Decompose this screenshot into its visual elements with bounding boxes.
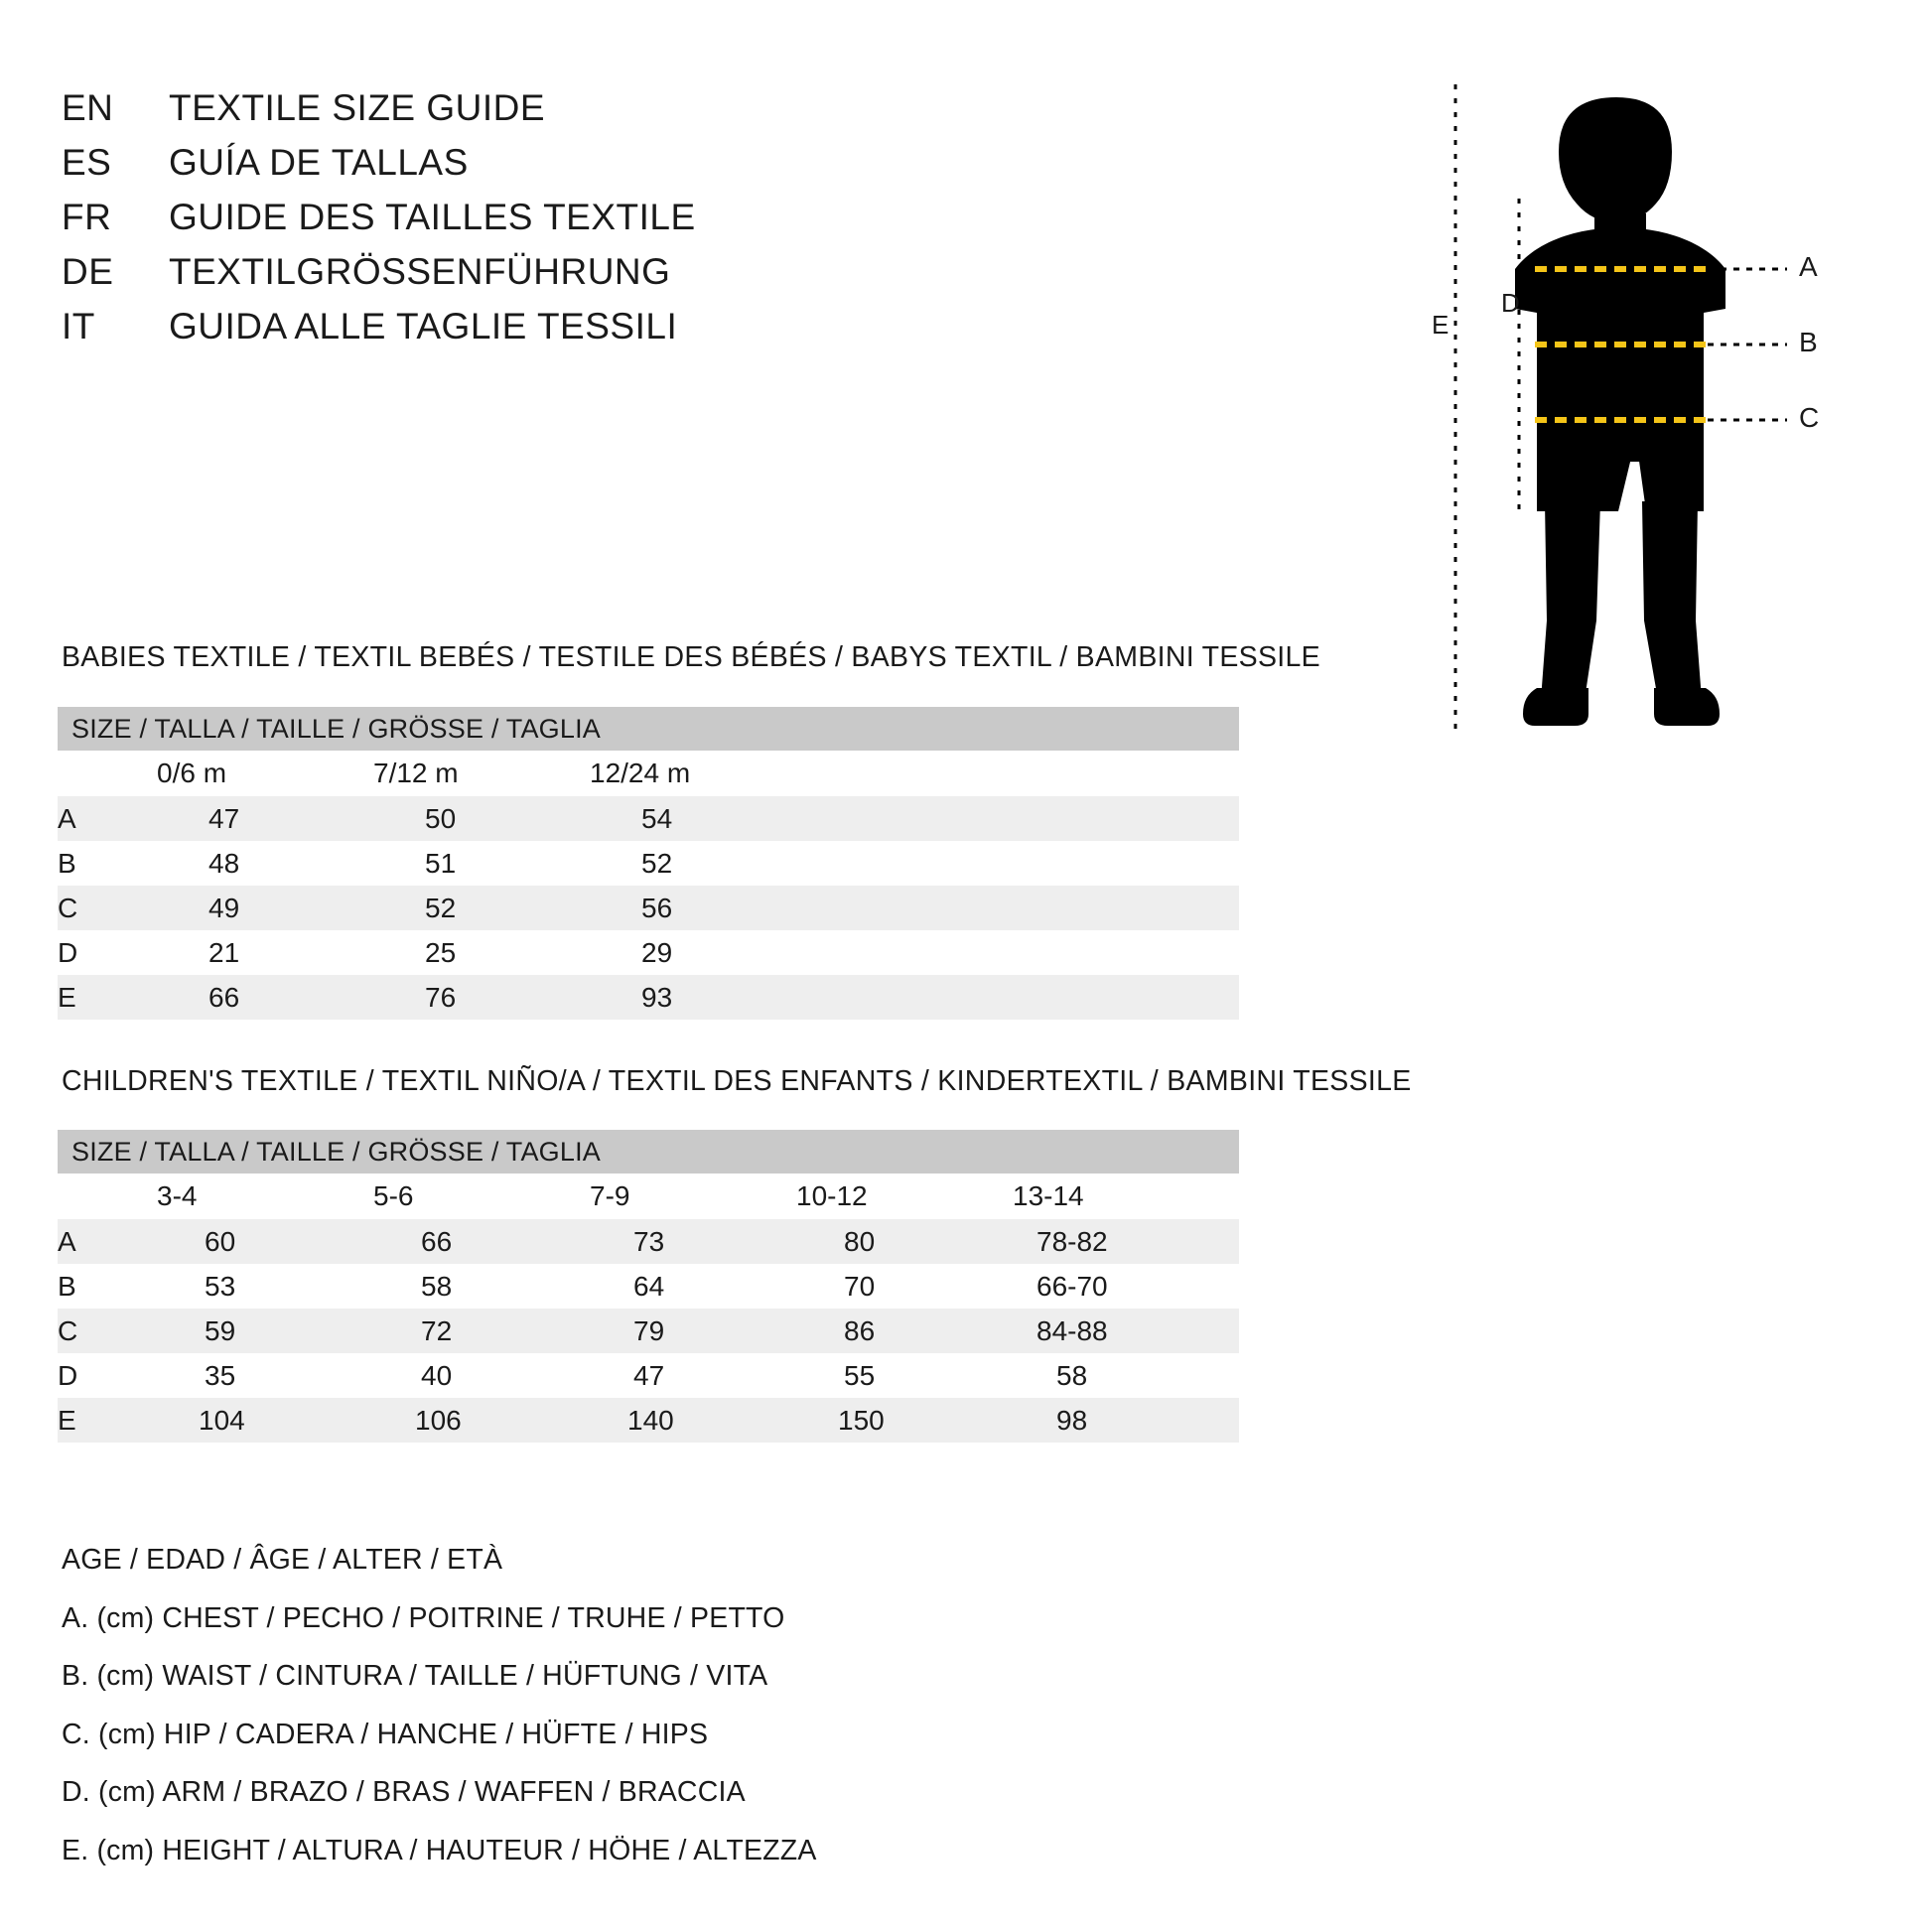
babies-e-1: 76 (373, 975, 590, 1020)
figure-label-e: E (1432, 310, 1449, 340)
babies-col-1: 7/12 m (373, 751, 590, 796)
children-b-2: 64 (590, 1264, 796, 1309)
children-row-label-b: B (58, 1264, 157, 1309)
babies-b-2: 52 (590, 841, 1239, 886)
babies-row-label-a: A (58, 796, 157, 841)
babies-d-2: 29 (590, 930, 1239, 975)
babies-d-0: 21 (157, 930, 373, 975)
babies-col-0: 0/6 m (157, 751, 373, 796)
figure-label-d: D (1501, 288, 1520, 318)
table-row (58, 1353, 1239, 1398)
children-c-2: 79 (590, 1309, 796, 1353)
title-lang-es: ES (62, 142, 112, 183)
children-c-1: 72 (373, 1309, 590, 1353)
children-col-4: 13-14 (1013, 1173, 1239, 1219)
babies-size-table (58, 707, 1239, 1020)
children-a-4: 78-82 (1013, 1219, 1239, 1264)
table-row (58, 796, 1239, 841)
babies-table-header: SIZE / TALLA / TAILLE / GRÖSSE / TAGLIA (58, 707, 1239, 751)
babies-corner-cell (58, 751, 157, 796)
children-e-4: 98 (1013, 1398, 1239, 1443)
title-block (62, 87, 1303, 360)
figure-label-c: C (1799, 402, 1820, 433)
table-row (58, 975, 1239, 1020)
babies-a-2: 54 (590, 796, 1239, 841)
title-lang-de: DE (62, 251, 114, 292)
babies-e-2: 93 (590, 975, 1239, 1020)
babies-row-label-c: C (58, 886, 157, 930)
children-row-label-e: E (58, 1398, 157, 1443)
children-d-2: 47 (590, 1353, 796, 1398)
children-column-row (58, 1173, 1239, 1219)
babies-b-1: 51 (373, 841, 590, 886)
children-a-2: 73 (590, 1219, 796, 1264)
children-e-2: 140 (590, 1398, 796, 1443)
table-row (58, 1309, 1239, 1353)
legend-hip: C. (cm) HIP / CADERA / HANCHE / HÜFTE / HIPS (62, 1718, 709, 1750)
babies-a-1: 50 (373, 796, 590, 841)
title-row-de (62, 251, 1303, 293)
children-col-0: 3-4 (157, 1173, 373, 1219)
babies-c-0: 49 (157, 886, 373, 930)
babies-e-0: 66 (157, 975, 373, 1020)
title-row-en (62, 87, 1303, 129)
children-table-header: SIZE / TALLA / TAILLE / GRÖSSE / TAGLIA (58, 1130, 1239, 1173)
children-c-4: 84-88 (1013, 1309, 1239, 1353)
children-c-3: 86 (796, 1309, 1013, 1353)
children-b-1: 58 (373, 1264, 590, 1309)
table-row (58, 930, 1239, 975)
figure-label-a: A (1799, 251, 1818, 282)
children-col-3: 10-12 (796, 1173, 1013, 1219)
title-row-it (62, 306, 1303, 347)
children-a-0: 60 (157, 1219, 373, 1264)
babies-row-label-e: E (58, 975, 157, 1020)
babies-table-header-row (58, 707, 1239, 751)
title-text-en: TEXTILE SIZE GUIDE (169, 87, 546, 128)
measurement-legend (62, 1544, 1352, 1892)
babies-row-label-b: B (58, 841, 157, 886)
legend-arm: D. (cm) ARM / BRAZO / BRAS / WAFFEN / BRACCIA (62, 1776, 746, 1808)
children-row-label-c: C (58, 1309, 157, 1353)
measurement-diagram (1410, 74, 1876, 769)
table-row (58, 841, 1239, 886)
table-row (58, 1398, 1239, 1443)
babies-section-heading: BABIES TEXTILE / TEXTIL BEBÉS / TESTILE DES BÉBÉS / BABYS TEXTIL / BAMBINI TESSILE (62, 641, 1320, 673)
legend-waist: B. (cm) WAIST / CINTURA / TAILLE / HÜFTUNG / VITA (62, 1660, 768, 1692)
babies-c-2: 56 (590, 886, 1239, 930)
legend-age: AGE / EDAD / ÂGE / ALTER / ETÀ (62, 1544, 503, 1576)
title-lang-it: IT (62, 306, 95, 346)
legend-height: E. (cm) HEIGHT / ALTURA / HAUTEUR / HÖHE / ALTEZZA (62, 1834, 817, 1866)
child-silhouette (1515, 97, 1725, 726)
title-row-fr (62, 197, 1303, 238)
children-section-heading: CHILDREN'S TEXTILE / TEXTIL NIÑO/A / TEXTIL DES ENFANTS / KINDERTEXTIL / BAMBINI TESSILE (62, 1065, 1412, 1097)
babies-a-0: 47 (157, 796, 373, 841)
legend-chest: A. (cm) CHEST / PECHO / POITRINE / TRUHE / PETTO (62, 1601, 785, 1634)
table-row (58, 1264, 1239, 1309)
babies-b-0: 48 (157, 841, 373, 886)
children-col-2: 7-9 (590, 1173, 796, 1219)
table-row (58, 1219, 1239, 1264)
children-corner-cell (58, 1173, 157, 1219)
children-a-3: 80 (796, 1219, 1013, 1264)
children-b-0: 53 (157, 1264, 373, 1309)
title-row-es (62, 142, 1303, 184)
babies-d-1: 25 (373, 930, 590, 975)
children-table-header-row (58, 1130, 1239, 1173)
children-row-label-a: A (58, 1219, 157, 1264)
title-lang-fr: FR (62, 197, 112, 237)
children-e-0: 104 (157, 1398, 373, 1443)
figure-label-b: B (1799, 327, 1818, 357)
children-c-0: 59 (157, 1309, 373, 1353)
children-col-1: 5-6 (373, 1173, 590, 1219)
children-b-3: 70 (796, 1264, 1013, 1309)
babies-c-1: 52 (373, 886, 590, 930)
title-text-es: GUÍA DE TALLAS (169, 142, 469, 183)
title-text-it: GUIDA ALLE TAGLIE TESSILI (169, 306, 678, 346)
children-e-1: 106 (373, 1398, 590, 1443)
children-b-4: 66-70 (1013, 1264, 1239, 1309)
title-text-fr: GUIDE DES TAILLES TEXTILE (169, 197, 696, 237)
children-d-0: 35 (157, 1353, 373, 1398)
children-d-3: 55 (796, 1353, 1013, 1398)
babies-col-2: 12/24 m (590, 751, 1239, 796)
title-lang-en: EN (62, 87, 114, 128)
title-text-de: TEXTILGRÖSSENFÜHRUNG (169, 251, 671, 292)
children-size-table (58, 1130, 1239, 1443)
children-e-3: 150 (796, 1398, 1013, 1443)
children-a-1: 66 (373, 1219, 590, 1264)
children-d-4: 58 (1013, 1353, 1239, 1398)
babies-row-label-d: D (58, 930, 157, 975)
children-row-label-d: D (58, 1353, 157, 1398)
children-d-1: 40 (373, 1353, 590, 1398)
babies-column-row (58, 751, 1239, 796)
table-row (58, 886, 1239, 930)
